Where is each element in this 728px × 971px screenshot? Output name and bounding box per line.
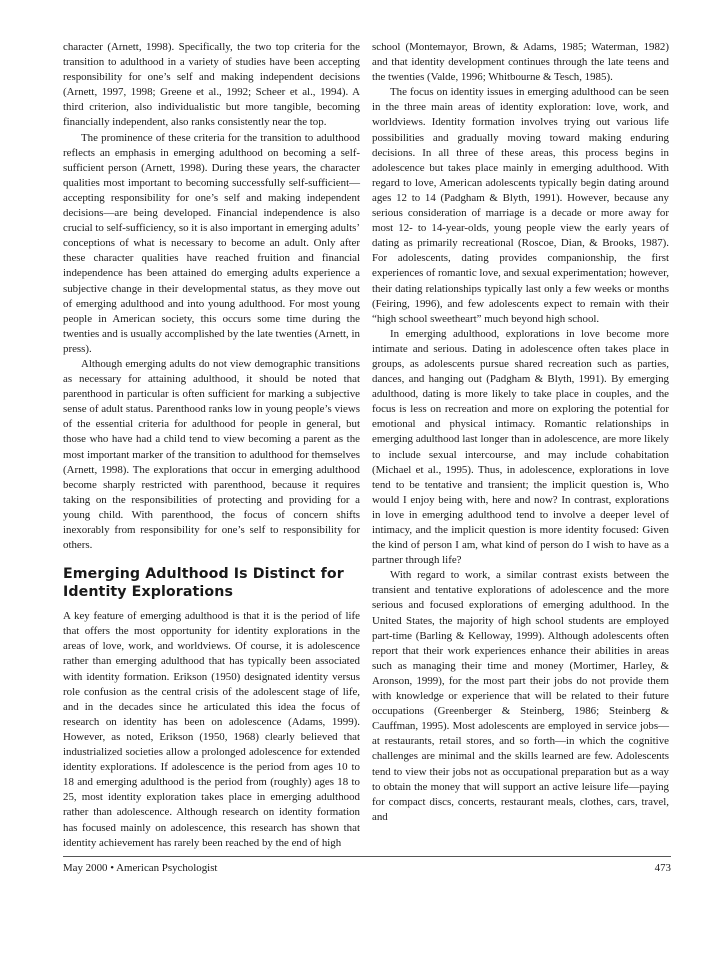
paragraph: Although emerging adults do not view demographic transitions as necessary for attaining adulthood, it should be noted that parenthood in particular is often sufficient for marking a subjective sense of adult status. Parenthood ranks low in young people’s views of the essential criteria for adulthood for people in general, but those who have had a child tend to view becoming a parent as the most important marker of the transition to adulthood for themselves (Arnett, 1998). The explorations that occur in emerging adulthood become sharply restricted with parenthood, because it requires taking on the responsibilities of protecting and providing for a young child. With parenthood, the focus of concern shifts inexorably from responsibility for one’s self to responsibility for others. <box>63 357 360 552</box>
footer-rule <box>63 856 671 857</box>
paragraph: school (Montemayor, Brown, & Adams, 1985; Waterman, 1982) and that identity development continues through the late teens and the twenties (Valde, 1996; Whitbourne & Tesch, 1985). <box>372 41 669 84</box>
paragraph: With regard to work, a similar contrast exists between the transient and tentative explorations of adolescence and the more serious and focused explorations of emerging adulthood. In the United States, the majority of high school students are employed part-time (Barling & Kelloway, 1999). Although adolescents often report that their work experiences enhance their abilities in areas such as managing their time and money (Mortimer, Harley, & Aronson, 1999), for the most part their jobs do not provide them with knowledge or experience that will be related to their future occupations (Greenberger & Steinberg, 1986; Steinberg & Cauffman, 1995). Most adolescents are employed in service jobs—at restaurants, retail stores, and so forth—in which the cognitive challenges are minimal and the skills learned are few. Adolescents tend to view their jobs not as occupational preparation but as a way to obtain the money that will support an active leisure life—paying for compact discs, concerts, restaurant meals, clothes, cars, travel, and <box>372 569 669 823</box>
paragraph: In emerging adulthood, explorations in love become more intimate and serious. Dating in adolescence often takes place in groups, as adolescents pursue shared recreation such as parties, dances, and hanging out (Padgham & Blyth, 1991). By emerging adulthood, dating is more likely to take place in couples, and the focus is less on recreation and more on exploring the potential for emotional and physical intimacy. Romantic relationships in emerging adulthood last longer than in adolescence, are more likely to include sexual intercourse, and may include cohabitation (Michael et al., 1995). Thus, in adolescence, explorations in love tend to be tentative and transient; the implicit question is, Who would I enjoy being with, here and now? In contrast, explorations in love in emerging adulthood tend to involve a deeper level of intimacy, and the implicit question is more identity focused: Given the kind of person I am, what kind of person do I wish to have as a partner through life? <box>372 327 669 567</box>
paragraph: A key feature of emerging adulthood is that it is the period of life that offers the most opportunity for identity explorations in the areas of love, work, and worldviews. Of course, it is adolescence rather than emerging adulthood that has typically been associated with identity formation. Erikson (1950) designated identity versus role confusion as the central crisis of the adolescent stage of life, and in the decades since he articulated this idea the focus of research on identity has been on adolescence (Adams, 1999). However, as noted, Erikson (1950, 1968) clearly believed that industrialized societies allow a prolonged adolescence for extended identity explorations. If adolescence is the period from ages 10 to 18 and emerging adulthood is the period from (roughly) ages 18 to 25, most identity exploration takes place in emerging adulthood rather than adolescence. Although research on identity formation has focused mainly on adolescence, this research has shown that identity achievement has rarely been reached by the end of high <box>63 610 360 849</box>
left-column <box>63 40 360 851</box>
paragraph: The prominence of these criteria for the transition to adulthood reflects an emphasis in emerging adulthood on becoming a self-sufficient person (Arnett, 1998). During these years, the character qualities most important to becoming successfully self-sufficient—accepting responsibility for one’s self and making independent decisions—are being developed. Financial independence is also crucial to self-sufficiency, so it is also important in emerging adults’ conceptions of what is necessary to become an adult. Only after these character qualities have reached fruition and financial independence has been attained do emerging adults experience a subjective change in their developmental status, as they move out of emerging adulthood and into young adulthood. For most young people in American society, this occurs some time during the twenties and is usually accomplished by the late twenties (Arnett, in press). <box>63 131 360 355</box>
paragraph: The focus on identity issues in emerging adulthood can be seen in the three main areas of identity exploration: love, work, and worldviews. Identity formation involves trying out various life possibilities and gradually moving toward making enduring decisions. In all three of these areas, this process begins in adolescence but takes place mainly in emerging adulthood. With regard to love, American adolescents typically begin dating around ages 12 to 14 (Padgham & Blyth, 1991). However, because any serious consideration of marriage is a decade or more away for most 12- to 14-year-olds, young people view the early years of dating as primarily recreational (Roscoe, Dian, & Brooks, 1987). For adolescents, dating provides companionship, the first experiences of romantic love, and sexual experimentation; however, their dating relationships typically last only a few weeks or months (Feiring, 1996), and few adolescents expect to remain with their “high school sweetheart” much beyond high school. <box>372 86 669 325</box>
footer-journal: May 2000 • American Psychologist <box>63 862 218 874</box>
paragraph: character (Arnett, 1998). Specifically, the two top criteria for the transition to adulthood in a variety of studies have been accepting responsibility for one’s self and making independent decisions (Arnett, 1997, 1998; Greene et al., 1992; Scheer et al., 1994). A third criterion, also individualistic but more tangible, becoming financially independent, also ranks consistently near the top. <box>63 41 360 129</box>
page-number: 473 <box>654 862 671 874</box>
right-column <box>372 40 669 825</box>
section-heading: Emerging Adulthood Is Distinct for Identity Explorations <box>63 566 344 601</box>
